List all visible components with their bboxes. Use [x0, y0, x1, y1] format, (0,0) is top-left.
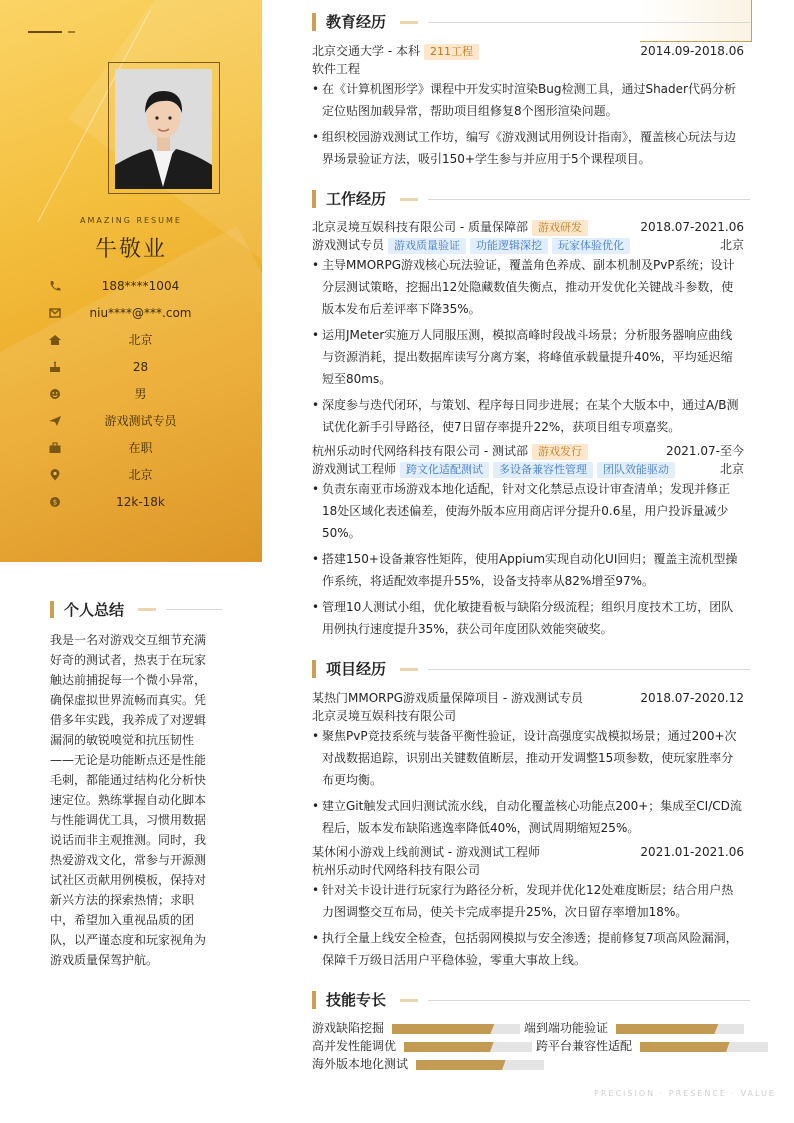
skill-bar-track — [416, 1060, 544, 1070]
job-period: 2018.07-2021.06 — [640, 220, 744, 234]
education-title: 教育经历 — [326, 13, 387, 31]
location-icon — [48, 469, 62, 481]
home-value: 北京 — [128, 333, 153, 347]
skill-item — [312, 1038, 534, 1054]
job-bullet: • 深度参与迭代闭环，与策划、程序每日同步进展；在某个大版本中，通过A/B测试优化新手引导路径，使7日留存率提升22%，获项目组专项嘉奖。 — [312, 394, 744, 438]
job-role: 游戏测试工程师 — [312, 462, 397, 476]
skill-name: 海外版本地化测试 — [312, 1057, 409, 1071]
job-bullet: • 主导MMORPG游戏核心玩法验证，覆盖角色养成、副本机制及PvP系统；设计分层测试策略，挖掘出12处隐藏数值失衡点，推动开发优化关键战斗参数，使版本发布后差评率下降35%。 — [312, 254, 744, 320]
project-bullet: • 针对关卡设计进行玩家行为路径分析，发现并优化12处难度断层；结合用户热力图调整交互布局，使关卡完成率提升25%，次日留存率增加18%。 — [312, 879, 744, 923]
job-bullet: • 运用JMeter实施万人同服压测，模拟高峰时段战斗场景；分析服务器响应曲线与资源消耗，提出数据库读写分离方案，将峰值承载量提升40%，平均延迟缩短至80ms。 — [312, 324, 744, 390]
project-company-row — [312, 707, 744, 725]
info-salary — [48, 493, 248, 511]
project-company: 北京灵境互娱科技有限公司 — [312, 709, 457, 723]
position-value: 游戏测试专员 — [104, 414, 177, 428]
info-gender — [48, 385, 248, 403]
skill-name: 高并发性能调优 — [312, 1039, 397, 1053]
job-city: 北京 — [719, 238, 744, 252]
skill-name: 端到端功能验证 — [524, 1021, 609, 1035]
profile-panel — [0, 0, 262, 562]
job-city: 北京 — [719, 462, 744, 476]
company-name: 杭州乐动时代网络科技有限公司 - 测试部 — [312, 444, 528, 458]
role-row — [312, 236, 744, 254]
education-header — [312, 12, 750, 32]
major-name: 软件工程 — [312, 62, 361, 76]
school-name: 北京交通大学 - 本科 — [312, 44, 420, 58]
info-location — [48, 466, 248, 484]
job-period: 2021.07-至今 — [666, 444, 744, 458]
skill-item — [312, 1020, 522, 1036]
avatar-portrait — [115, 69, 212, 189]
cake-icon — [48, 361, 62, 373]
projects-title: 项目经历 — [326, 660, 387, 678]
skill-tag: 玩家体验优化 — [552, 238, 630, 254]
project-bullet: • 建立Git触发式回归测试流水线，自动化覆盖核心功能点200+；集成至CI/CD流程后，版本发布缺陷逃逸率降低40%，测试周期缩短25%。 — [312, 795, 744, 839]
education-bullet: • 组织校园游戏测试工作坊，编写《游戏测试用例设计指南》，覆盖核心玩法与边界场景验证方法，吸引150+学生参与并应用于5个课程项目。 — [312, 126, 744, 170]
phone-value: 188****1004 — [101, 279, 180, 293]
company-name: 北京灵境互娱科技有限公司 - 质量保障部 — [312, 220, 528, 234]
skill-tag: 多设备兼容性管理 — [493, 462, 593, 478]
email-value: niu****@***.com — [89, 306, 192, 320]
education-period: 2014.09-2018.06 — [640, 44, 744, 58]
mail-icon — [48, 307, 62, 319]
age-value: 28 — [132, 360, 149, 374]
skill-item — [536, 1038, 768, 1054]
section-marker — [312, 991, 316, 1009]
skill-bar-fill — [392, 1024, 494, 1034]
section-marker — [312, 660, 316, 678]
project-row — [312, 689, 744, 707]
skill-item — [312, 1056, 544, 1072]
info-home — [48, 331, 248, 349]
info-email — [48, 304, 248, 322]
project-row — [312, 843, 744, 861]
section-marker — [312, 190, 316, 208]
status-value: 在职 — [128, 441, 153, 455]
job-role: 游戏测试专员 — [312, 238, 385, 252]
decor-dash — [400, 668, 418, 671]
info-phone — [48, 277, 248, 295]
work-title: 工作经历 — [326, 190, 387, 208]
skill-tag: 跨文化适配测试 — [400, 462, 489, 478]
job-row — [312, 218, 744, 236]
section-rule — [428, 669, 750, 670]
skill-bar-fill — [404, 1042, 494, 1052]
skill-bar-fill — [616, 1024, 718, 1034]
summary-text: 我是一名对游戏交互细节充满好奇的测试者，热衷于在玩家触达前捕捉每一个微小异常，确保虚拟世界流畅而真实。凭借多年实践，我养成了对逻辑漏洞的敏锐嗅觉和抗压韧性——无论是功能断点还是性能毛刺，都能通过结构化分析快速定位。熟练掌握自动化脚本与性能调优工具，习惯用数据说话而非主观推测。同时，我热爱游戏文化，常参与开源测试社区贡献用例模板，保持对新兴方法的探索热情；求职中，希望加入重视品质的团队，以严谨态度和玩家视角为游戏质量保驾护航。 — [50, 633, 207, 967]
decor-dash — [138, 608, 156, 611]
section-marker — [50, 601, 54, 618]
phone-icon — [48, 280, 62, 292]
skill-bar-track — [640, 1042, 768, 1052]
decor-dash — [400, 999, 418, 1002]
decor-dash — [28, 31, 62, 33]
salary-icon — [48, 496, 62, 508]
project-period: 2021.01-2021.06 — [640, 845, 744, 859]
job-bullet: • 搭建150+设备兼容性矩阵，使用Appium实现自动化UI回归；覆盖主流机型操作系统，将适配效率提升55%，设备支持率从82%增至97%。 — [312, 548, 744, 592]
job-bullet: • 管理10人测试小组，优化敏捷看板与缺陷分级流程；组织月度技术工坊，团队用例执行速度提升35%，获公司年度团队效能突破奖。 — [312, 596, 744, 640]
project-bullet: • 聚焦PvP竞技系统与装备平衡性验证，设计高强度实战模拟场景；通过200+次对战数据追踪，识别出关键数值断层，推动开发调整15项参数，使玩家胜率分布更均衡。 — [312, 725, 744, 791]
skill-bar-fill — [416, 1060, 506, 1070]
project-name: 某热门MMORPG游戏质量保障项目 - 游戏测试专员 — [312, 691, 583, 705]
gender-value: 男 — [134, 387, 147, 401]
skills-title: 技能专长 — [326, 991, 387, 1009]
skill-tag: 功能逻辑深挖 — [470, 238, 548, 254]
decor-dash — [400, 198, 418, 201]
project-period: 2018.07-2020.12 — [640, 691, 744, 705]
role-row — [312, 460, 744, 478]
candidate-name: 牛敬业 — [94, 237, 167, 262]
section-rule — [166, 609, 222, 610]
avatar-photo — [115, 69, 212, 189]
summary-title: 个人总结 — [64, 601, 125, 619]
project-company-row — [312, 861, 744, 879]
job-tag: 游戏发行 — [532, 444, 588, 460]
section-rule — [428, 1000, 750, 1001]
location-value: 北京 — [128, 468, 153, 482]
skills-header — [312, 990, 750, 1010]
work-header — [312, 189, 750, 209]
salary-value: 12k-18k — [116, 495, 165, 509]
skill-name: 跨平台兼容性适配 — [536, 1039, 633, 1053]
skill-bar-track — [404, 1042, 532, 1052]
skill-bar-track — [392, 1024, 520, 1034]
skill-bar-fill — [640, 1042, 730, 1052]
skill-name: 游戏缺陷挖掘 — [312, 1021, 385, 1035]
gender-icon — [48, 388, 62, 400]
project-bullet: • 执行全量上线安全检查，包括弱网模拟与安全渗透；提前修复7项高风险漏洞，保障千万级日活用户平稳体验，零重大事故上线。 — [312, 927, 744, 971]
projects-header — [312, 659, 750, 679]
svg-text:$: $ — [52, 498, 58, 507]
footer-motto: PRECISION · PRESENCE · VALUE — [594, 1089, 776, 1098]
section-rule — [428, 199, 750, 200]
section-rule — [428, 22, 750, 23]
skill-tag: 团队效能驱动 — [597, 462, 675, 478]
education-row — [312, 42, 744, 60]
info-age — [48, 358, 248, 376]
skill-item — [524, 1020, 746, 1036]
section-marker — [312, 13, 316, 31]
project-company: 杭州乐动时代网络科技有限公司 — [312, 863, 481, 877]
info-position — [48, 412, 248, 430]
school-tag: 211工程 — [424, 44, 479, 60]
project-name: 某休闲小游戏上线前测试 - 游戏测试工程师 — [312, 845, 540, 859]
job-tag: 游戏研发 — [532, 220, 588, 236]
job-row — [312, 442, 744, 460]
skill-bar-track — [616, 1024, 744, 1034]
education-bullet: • 在《计算机图形学》课程中开发实时渲染Bug检测工具，通过Shader代码分析定位贴图加载异常，帮助项目组修复8个图形渲染问题。 — [312, 78, 744, 122]
major-row — [312, 60, 744, 78]
job-bullet: • 负责东南亚市场游戏本地化适配，针对文化禁忌点设计审查清单；发现并修正18处区域化表述偏差，使海外版本应用商店评分提升0.6星，用户投诉量减少50%。 — [312, 478, 744, 544]
home-icon — [48, 334, 62, 346]
decor-dash — [68, 31, 75, 33]
briefcase-icon — [48, 442, 62, 454]
send-icon — [48, 415, 62, 427]
summary-header — [50, 600, 262, 618]
skill-tag: 游戏质量验证 — [388, 238, 466, 254]
decor-dash — [400, 21, 418, 24]
info-status — [48, 439, 248, 457]
resume-tagline: AMAZING RESUME — [80, 216, 182, 225]
